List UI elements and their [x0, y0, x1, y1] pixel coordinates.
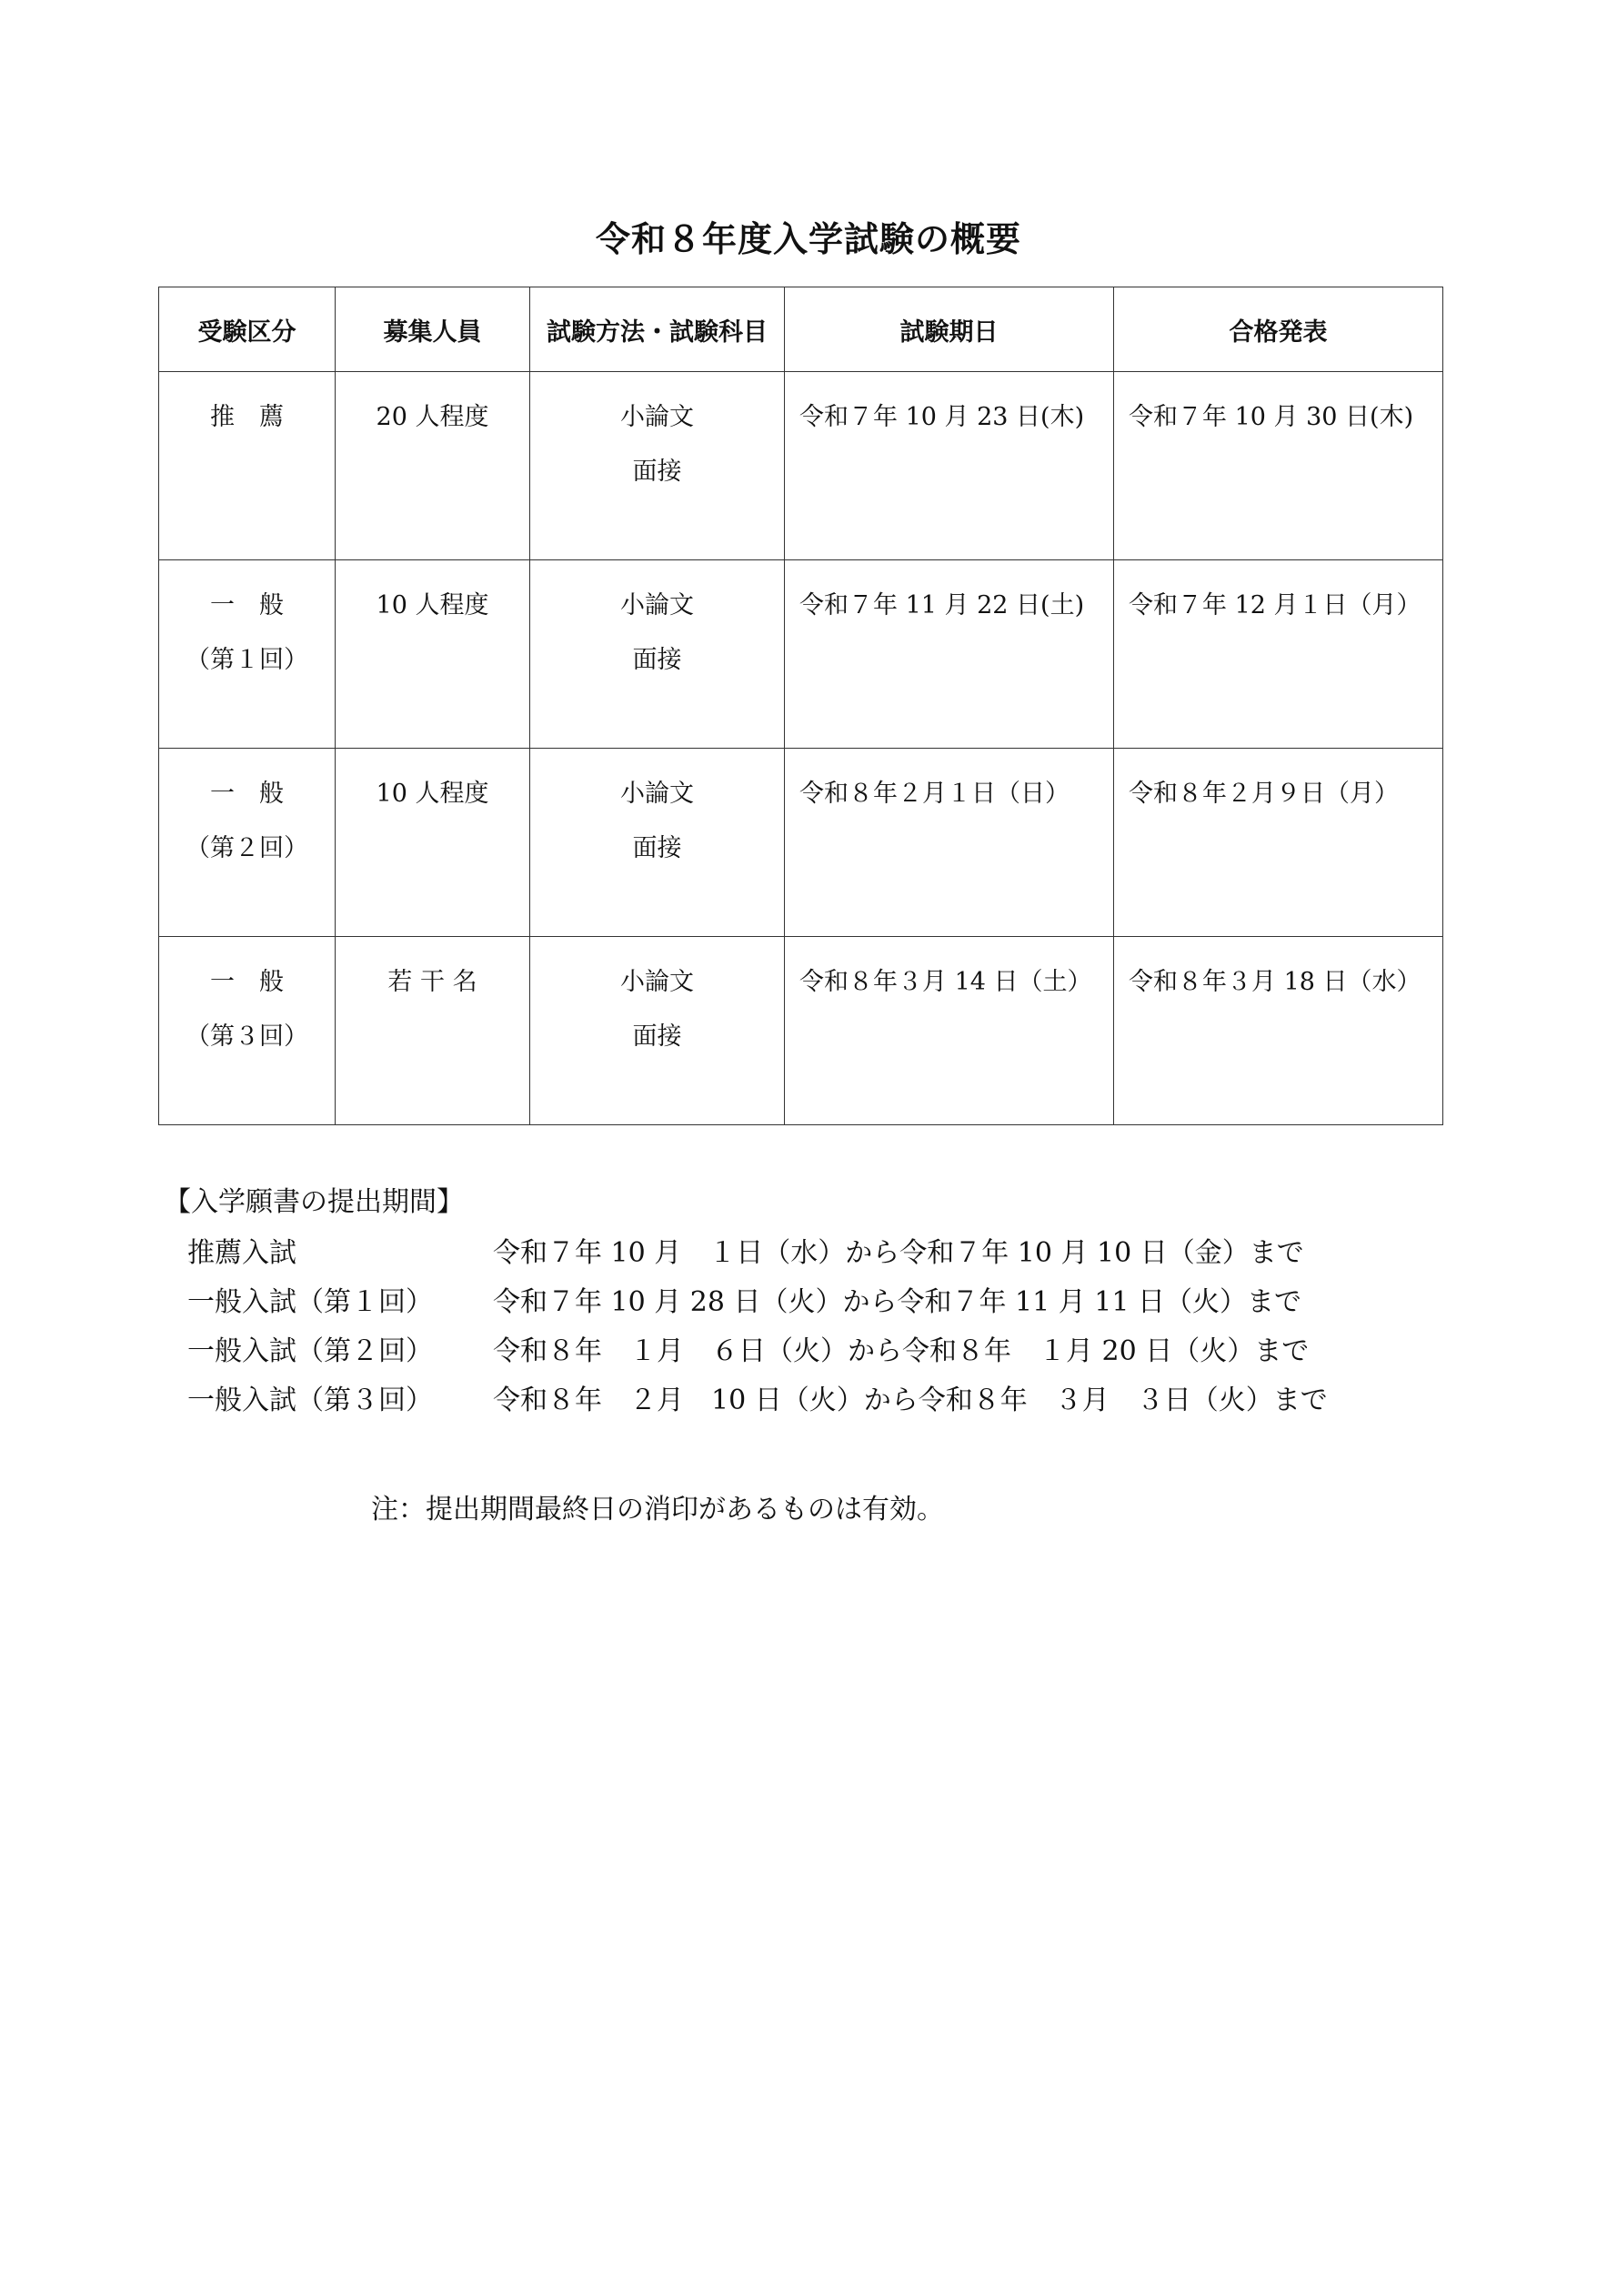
period-range: 令和７年 10 月 １日（水）から令和７年 10 月 10 日（金）まで	[493, 1237, 1304, 1269]
category-round: （第３回）	[186, 1022, 308, 1051]
category-cell	[159, 372, 336, 560]
announcement-cell	[1114, 560, 1443, 749]
table-header-row	[159, 287, 1443, 372]
capacity-cell	[336, 937, 530, 1125]
announcement-cell	[1114, 937, 1443, 1125]
method-essay: 小論文	[620, 968, 694, 996]
table-row	[159, 372, 1443, 560]
exam-date-value: 令和８年２月１日（日）	[799, 780, 1070, 808]
exam-date-value: 令和７年 11 月 22 日(土)	[799, 591, 1085, 619]
header-announcement: 合格発表	[1114, 287, 1443, 372]
capacity-cell	[336, 560, 530, 749]
category-cell	[159, 560, 336, 749]
period-label: 一般入試（第２回）	[187, 1335, 433, 1367]
capacity-value: 若 干 名	[387, 968, 477, 996]
period-range: 令和７年 10 月 28 日（火）から令和７年 11 月 11 日（火）まで	[493, 1286, 1301, 1318]
announcement-date-value: 令和８年２月９日（月）	[1129, 780, 1399, 808]
method-interview: 面接	[632, 834, 682, 862]
table-row	[159, 749, 1443, 937]
method-interview: 面接	[632, 458, 682, 486]
period-label: 一般入試（第３回）	[187, 1385, 433, 1416]
capacity-cell	[336, 372, 530, 560]
exam-date-cell	[785, 560, 1114, 749]
exam-overview-table	[158, 287, 1443, 1125]
page-title: 令和８年度入学試験の概要	[595, 219, 1021, 259]
capacity-value: 10 人程度	[376, 780, 489, 808]
header-exam-date: 試験期日	[785, 287, 1114, 372]
capacity-value: 10 人程度	[376, 591, 489, 619]
application-period-heading: 【入学願書の提出期間】	[164, 1186, 464, 1218]
header-capacity: 募集人員	[336, 287, 530, 372]
method-essay: 小論文	[620, 780, 694, 808]
announcement-date-value: 令和８年３月 18 日（水）	[1129, 968, 1421, 996]
exam-date-cell	[785, 372, 1114, 560]
exam-date-value: 令和７年 10 月 23 日(木)	[799, 403, 1085, 431]
announcement-cell	[1114, 372, 1443, 560]
exam-date-value: 令和８年３月 14 日（土）	[799, 968, 1092, 996]
category-round: （第２回）	[186, 834, 308, 862]
category-cell	[159, 937, 336, 1125]
method-essay: 小論文	[620, 403, 694, 431]
table-row	[159, 937, 1443, 1125]
method-cell	[530, 560, 785, 749]
category-cell	[159, 749, 336, 937]
postmark-note: 注：提出期間最終日の消印があるものは有効。	[371, 1494, 944, 1526]
period-label: 推薦入試	[187, 1237, 296, 1269]
method-cell	[530, 372, 785, 560]
exam-date-cell	[785, 937, 1114, 1125]
announcement-date-value: 令和７年 12 月１日（月）	[1129, 591, 1421, 619]
table-row	[159, 560, 1443, 749]
category-label: 一 般	[210, 780, 284, 808]
method-cell	[530, 749, 785, 937]
capacity-cell	[336, 749, 530, 937]
method-interview: 面接	[632, 646, 682, 674]
period-label: 一般入試（第１回）	[187, 1286, 433, 1318]
header-method: 試験方法・試験科目	[530, 287, 785, 372]
method-essay: 小論文	[620, 591, 694, 619]
header-category: 受験区分	[159, 287, 336, 372]
capacity-value: 20 人程度	[376, 403, 489, 431]
announcement-cell	[1114, 749, 1443, 937]
category-label: 一 般	[210, 591, 284, 619]
category-round: （第１回）	[186, 646, 308, 674]
category-label: 推 薦	[210, 403, 284, 431]
period-range: 令和８年 １月 ６日（火）から令和８年 １月 20 日（火）まで	[493, 1335, 1310, 1367]
method-cell	[530, 937, 785, 1125]
announcement-date-value: 令和７年 10 月 30 日(木)	[1129, 403, 1414, 431]
category-label: 一 般	[210, 968, 284, 996]
method-interview: 面接	[632, 1022, 682, 1051]
exam-date-cell	[785, 749, 1114, 937]
period-range: 令和８年 ２月 10 日（火）から令和８年 ３月 ３日（火）まで	[493, 1385, 1328, 1416]
